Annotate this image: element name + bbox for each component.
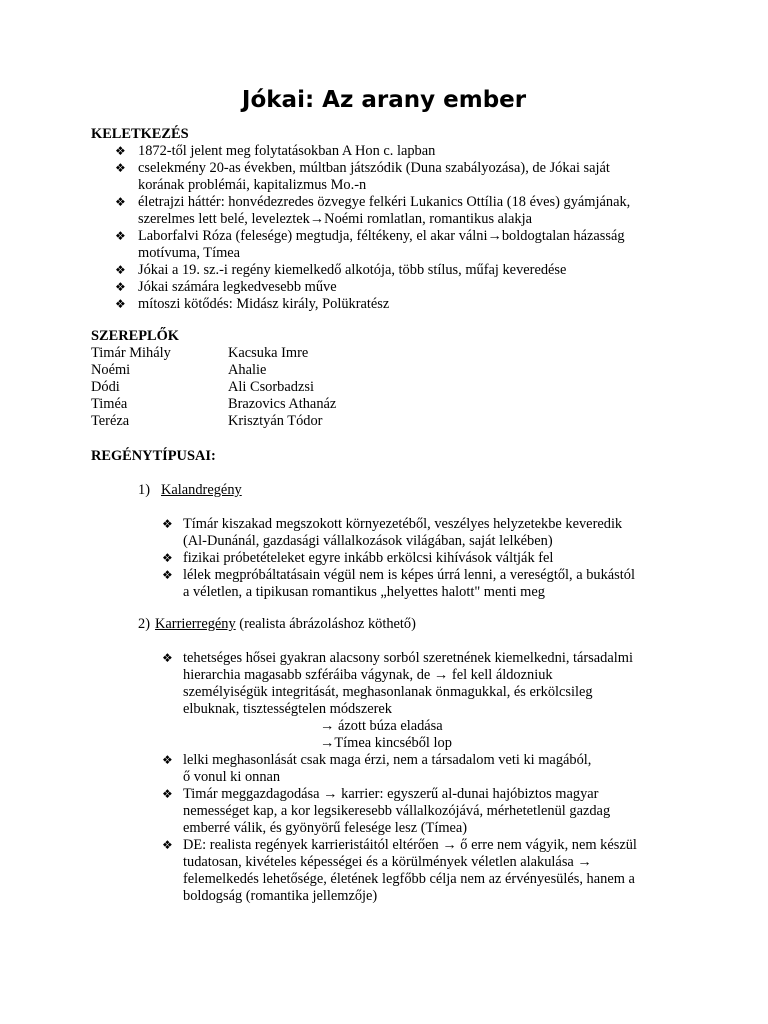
list-item: felemelkedés lehetősége, életének legfőbb célja nem az érvényesülés, hanem a [183,871,635,887]
bullet-icon: ❖ [115,297,126,311]
list-item: elbuknak, tisztességtelen módszerek [183,701,392,717]
bullet-icon: ❖ [162,651,173,665]
list-item: hierarchia magasabb szféráiba vágynak, de → fel kell áldozniuk [183,667,553,683]
list-item: Laborfalvi Róza (felesége) megtudja, féltékeny, el akar válni→boldogtalan házasság [138,228,625,244]
character-name: Timár Mihály [91,345,171,361]
list-item: tehetséges hősei gyakran alacsony sorból szeretnének kiemelkedni, társadalmi [183,650,633,666]
list-item: Jókai számára legkedvesebb műve [138,279,337,295]
type2-number: 2) [138,616,150,632]
type1-label: Kalandregény [161,482,242,498]
list-item: 1872-től jelent meg folytatásokban A Hon c. lapban [138,143,436,159]
list-item: tudatosan, kivételes képességei és a körülmények véletlen alakulása → [183,854,592,870]
list-item: emberré válik, és gyönyörű felesége lesz (Tímea) [183,820,468,836]
character-name: Noémi [91,362,131,378]
type1-number: 1) [138,482,150,498]
section-heading-regenytipusai: REGÉNYTÍPUSAI: [91,448,216,464]
list-item: személyiségük integritását, meghasonlanak önmagukkal, és erkölcsileg [183,684,593,700]
bullet-icon: ❖ [162,753,173,767]
bullet-icon: ❖ [115,263,126,277]
list-item: DE: realista regények karrieristáitól eltérően → ő erre nem vágyik, nem készül [183,837,637,853]
list-item: korának problémái, kapitalizmus Mo.-n [138,177,367,193]
character-name: Ali Csorbadzsi [228,379,314,395]
list-item: nemességet kap, a kor legsikeresebb vállalkozójává, mérhetetlenül gazdag [183,803,611,819]
character-name: Timéa [91,396,128,412]
list-item: boldogság (romantika jellemzője) [183,888,378,904]
bullet-icon: ❖ [115,161,126,175]
list-item: lélek megpróbáltatásain végül nem is képes úrrá lenni, a vereségtől, a bukástól [183,567,635,583]
character-name: Dódi [91,379,120,395]
character-name: Teréza [91,413,130,429]
list-item: cselekmény 20-as években, múltban játszódik (Duna szabályozása), de Jókai saját [138,160,610,176]
type2-suffix: (realista ábrázoláshoz köthető) [235,616,416,632]
section-heading-keletkezes: KELETKEZÉS [91,126,189,142]
character-name: Ahalie [228,362,267,378]
list-item: Jókai a 19. sz.-i regény kiemelkedő alkotója, több stílus, műfaj keveredése [138,262,567,278]
bullet-icon: ❖ [115,229,126,243]
list-item: mítoszi kötődés: Midász király, Polükratész [138,296,390,312]
bullet-icon: ❖ [115,280,126,294]
method-item: → ázott búza eladása [320,718,443,734]
section-heading-szereplok: SZEREPLŐK [91,328,179,344]
character-name: Kacsuka Imre [228,345,309,361]
list-item: (Al-Dunánál, gazdasági vállalkozások világában, saját lelkében) [183,533,553,549]
list-item: lelki meghasonlását csak maga érzi, nem a társadalom veti ki magából, [183,752,592,768]
list-item: életrajzi háttér: honvédezredes özvegye felkéri Lukanics Ottília (18 éves) gyámjának, [138,194,631,210]
character-name: Krisztyán Tódor [228,413,323,429]
list-item: a véletlen, a tipikusan romantikus „helyettes halott" menti meg [183,584,545,600]
list-item: Tímár kiszakad megszokott környezetéből, veszélyes helyzetekbe keveredik [183,516,623,532]
bullet-icon: ❖ [115,195,126,209]
document-title: Jókai: Az arany ember [241,87,527,113]
bullet-icon: ❖ [162,551,173,565]
method-item: →Tímea kincséből lop [320,735,452,751]
type2-heading [155,616,416,633]
list-item: fizikai próbetételeket egyre inkább erkölcsi kihívások váltják fel [183,550,554,566]
type2-label: Karrierregény [155,616,236,632]
bullet-icon: ❖ [162,838,173,852]
character-name: Brazovics Athanáz [228,396,337,412]
bullet-icon: ❖ [162,517,173,531]
list-item: motívuma, Tímea [138,245,241,261]
bullet-icon: ❖ [162,568,173,582]
list-item: ő vonul ki onnan [183,769,281,785]
list-item: Timár meggazdagodása → karrier: egyszerű al-dunai hajóbiztos magyar [183,786,599,802]
bullet-icon: ❖ [115,144,126,158]
bullet-icon: ❖ [162,787,173,801]
list-item: szerelmes lett belé, leveleztek→Noémi romlatlan, romantikus alakja [138,211,532,227]
